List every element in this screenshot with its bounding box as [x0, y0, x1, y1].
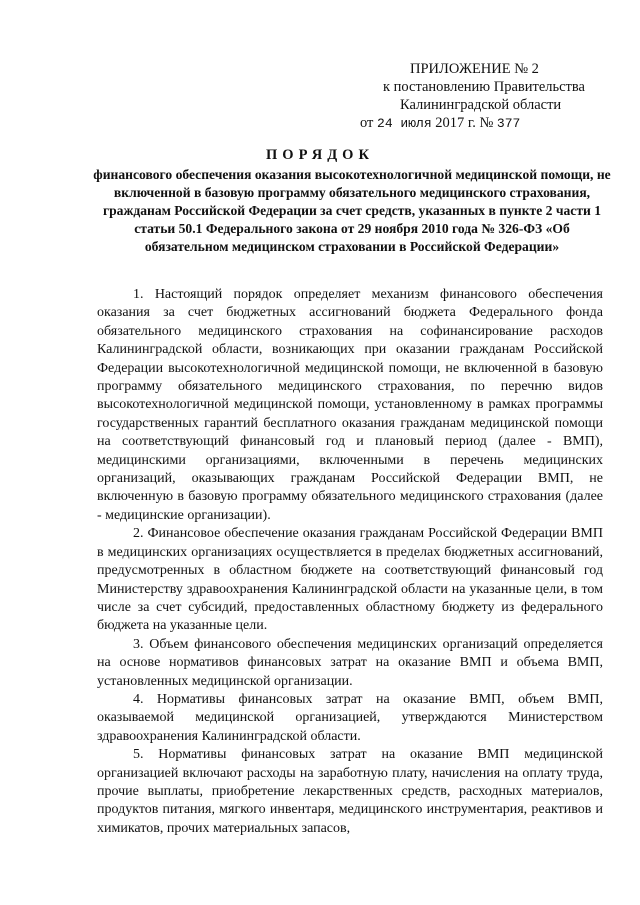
appendix-resolution: к постановлению Правительства: [383, 79, 585, 95]
resolution-number: 377: [496, 116, 521, 131]
document-title: ПОРЯДОК: [266, 147, 374, 163]
appendix-header: [355, 60, 595, 133]
date-year: 2017 г.: [431, 115, 480, 131]
paragraph-3: 3. Объем финансового обеспечения медицинских организаций определяется на основе нормативов финансовых затрат на оказание ВМП и объема ВМП, установленных медицинской организации.: [97, 636, 603, 689]
document-subtitle: финансового обеспечения оказания высокотехнологичной медицинской помощи, не включенной в базовую программу обязательного медицинского страхования, гражданам Российской Федерации за счет средств, указанных в пункте 2 части 1 статьи 50.1 Федерального закона от 29 ноября 2010 года № 326-ФЗ «Об обязательном медицинском страховании в Российской Федерации»: [93, 167, 611, 254]
date-prefix: от: [360, 115, 378, 131]
appendix-date-line: [355, 114, 595, 133]
paragraph-2: 2. Финансовое обеспечение оказания гражданам Российской Федерации ВМП в медицинских организациях осуществляется в пределах бюджетных ассигнований, предусмотренных в областном бюджете на соответствующий финансовый год Министерству здравоохранения Калининградской области на указанные цели, в том числе за счет субсидий, предоставленных областному бюджету из федерального бюджета на указанные цели.: [97, 526, 603, 634]
number-sign: №: [479, 115, 497, 131]
appendix-number: ПРИЛОЖЕНИЕ № 2: [410, 61, 539, 77]
paragraph-1: 1. Настоящий порядок определяет механизм финансового обеспечения оказания за счет бюджетных ассигнований бюджета Федерального фонда обязательного медицинского страхования на софинансирование расходов Калининградской области, возникающих при оказании гражданам Российской Федерации высокотехнологичной медицинской помощи, не включенной в базовую программу обязательного медицинского страхования, по перечню видов высокотехнологичной медицинской помощи, установленному в рамках программы государственных гарантий бесплатного оказания гражданам медицинской помощи на соответствующий финансовый год и плановый период (далее - ВМП), медицинскими организациями, включенными в перечень медицинских организаций, оказывающих гражданам Российской Федерации ВМП, не включенную в базовую программу обязательного медицинского страхования (далее - медицинские организации).: [97, 287, 603, 523]
date-day-month: 24 июля: [377, 116, 432, 131]
document-body: [97, 286, 603, 838]
appendix-region: Калининградской области: [400, 97, 562, 113]
paragraph-4: 4. Нормативы финансовых затрат на оказание ВМП, объем ВМП, оказываемой медицинской организацией, утверждаются Министерством здравоохранения Калининградской области.: [97, 691, 603, 744]
paragraph-5: 5. Нормативы финансовых затрат на оказание ВМП медицинской организацией включают расходы на заработную плату, начисления на оплату труда, прочие выплаты, приобретение лекарственных средств, расходных материалов, продуктов питания, мягкого инвентаря, медицинского инструментария, реактивов и химикатов, прочих материальных запасов,: [97, 747, 603, 836]
